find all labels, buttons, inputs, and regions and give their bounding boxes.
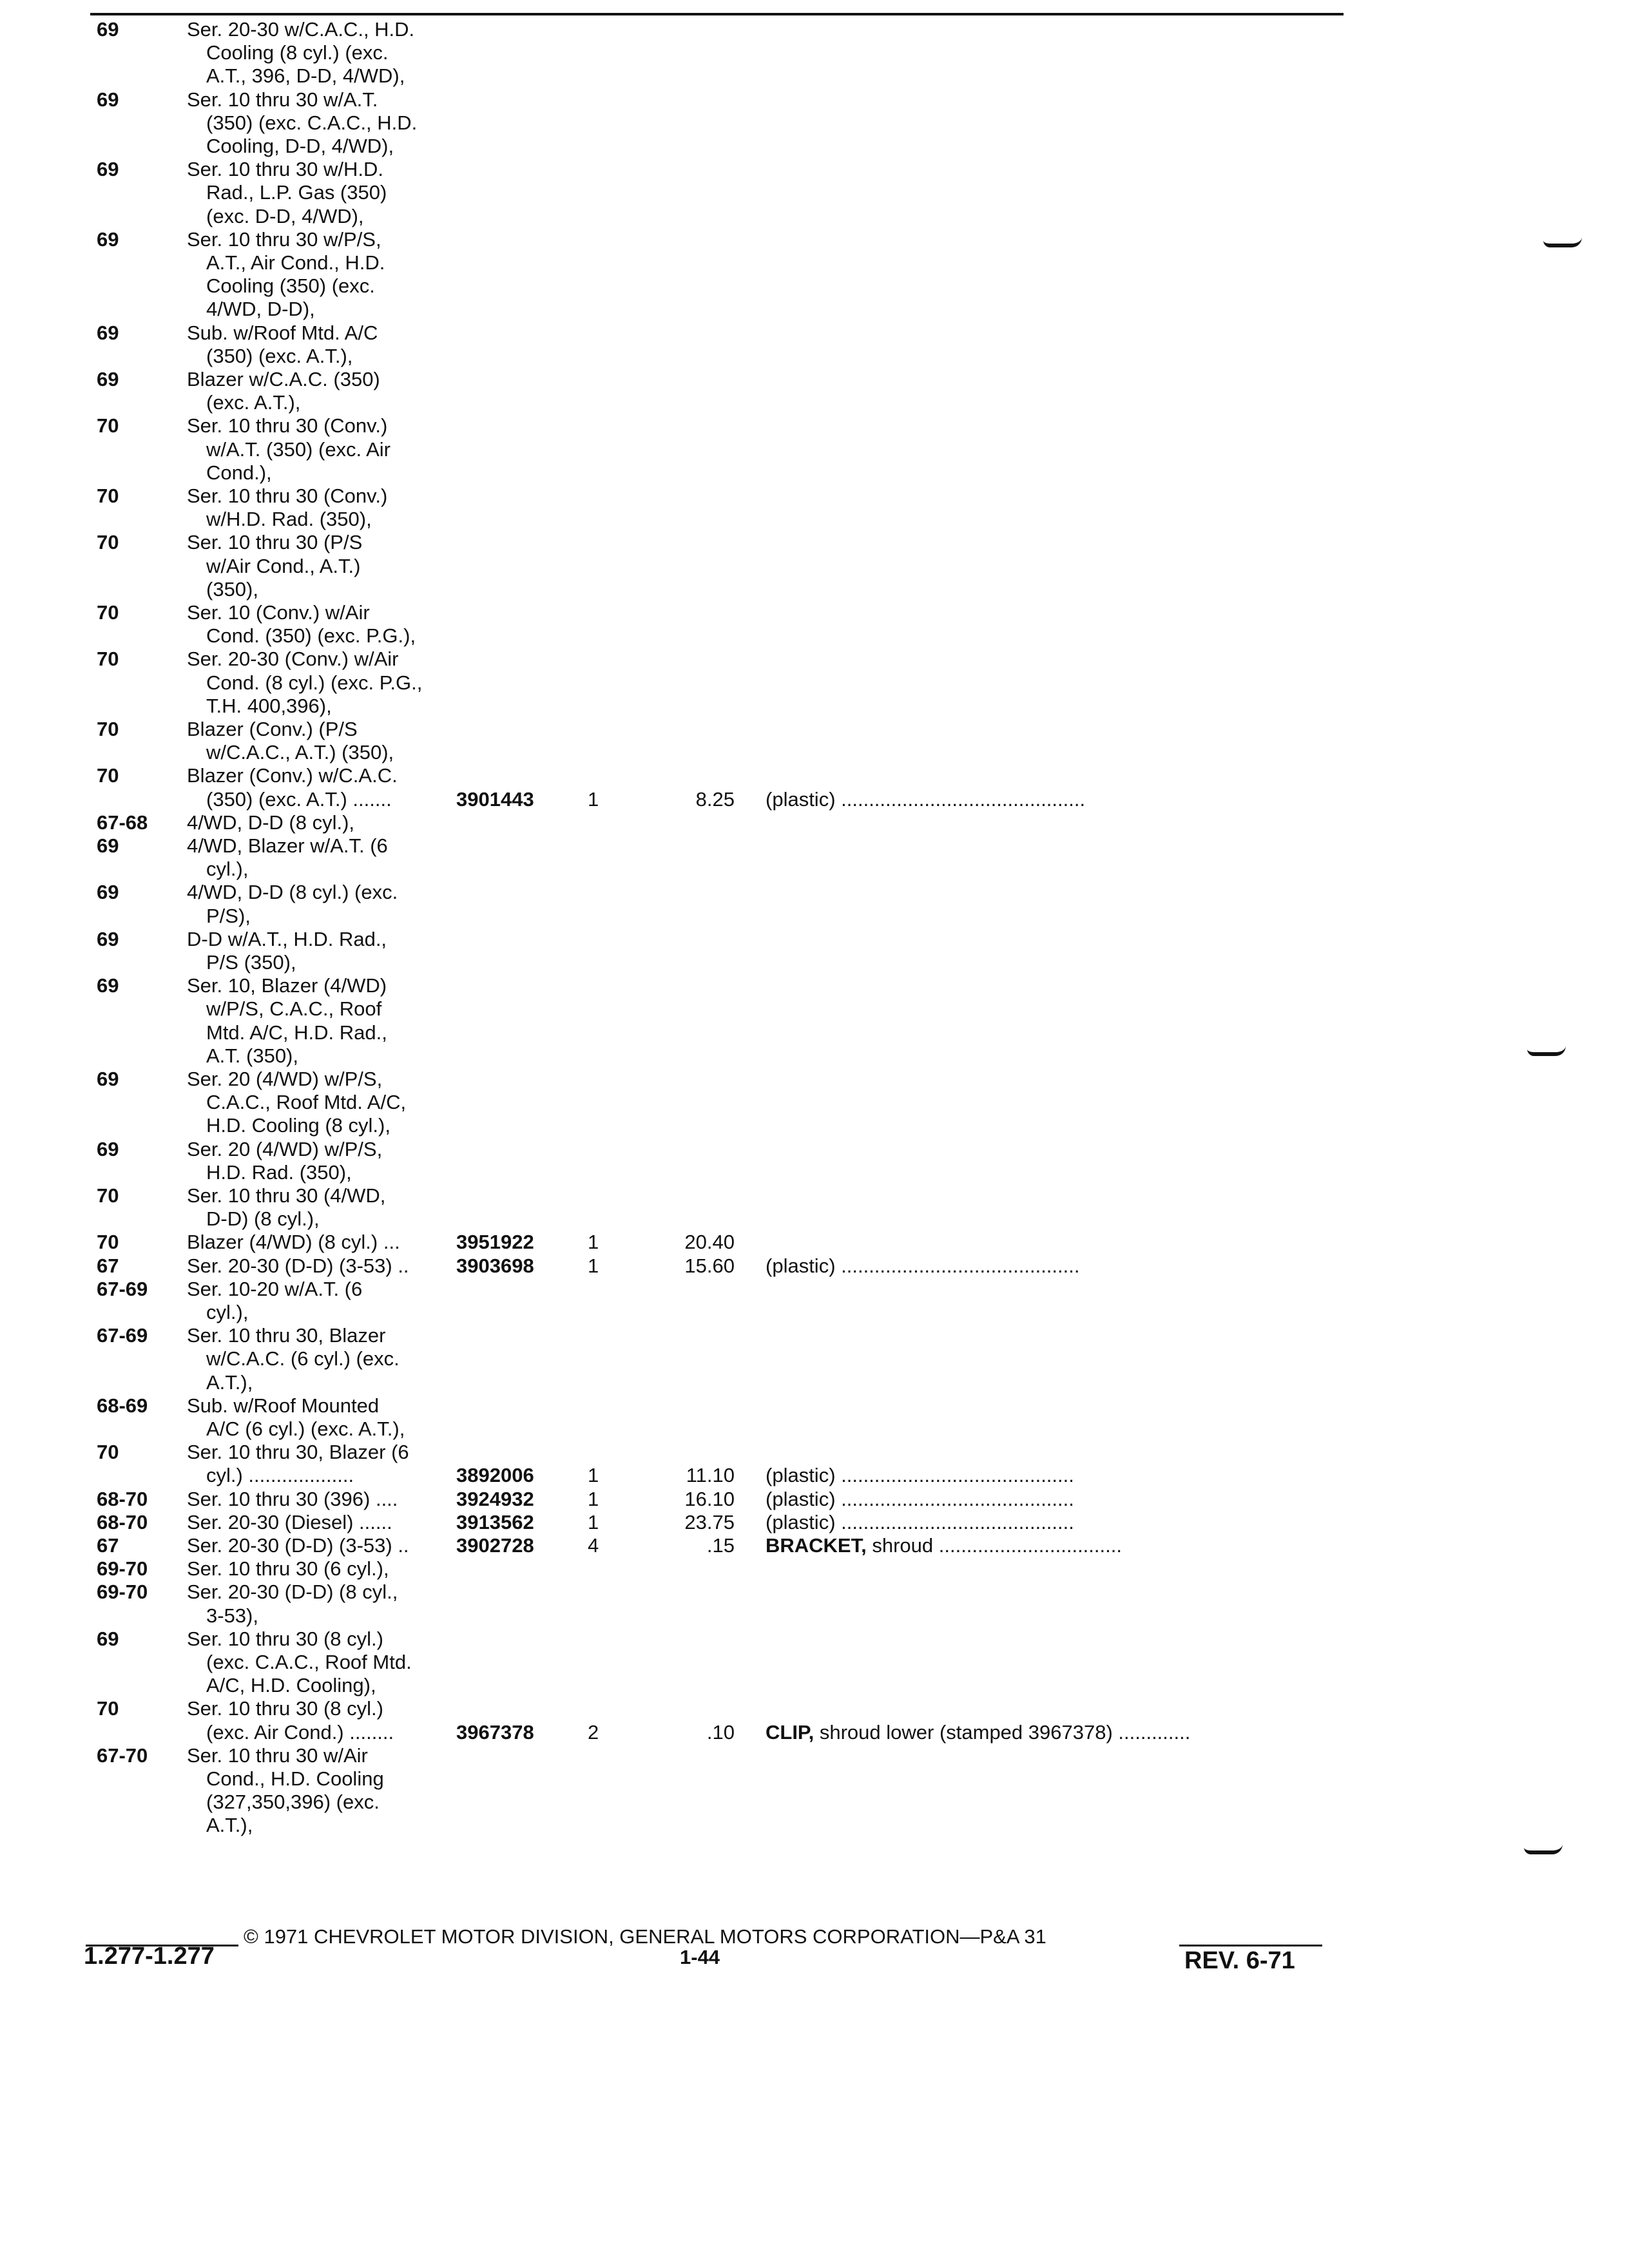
application-desc: (exc. A.T.),	[206, 391, 301, 414]
table-row	[0, 1278, 1629, 1303]
application-desc: A.T.),	[206, 1814, 253, 1837]
application-desc: Ser. 10 thru 30 w/H.D.	[187, 158, 383, 181]
model-year: 70	[97, 718, 119, 740]
model-year: 69	[97, 881, 119, 904]
price: .15	[706, 1534, 735, 1557]
table-row	[0, 1581, 1629, 1606]
table-row	[0, 1161, 1629, 1187]
application-desc: Blazer w/C.A.C. (350)	[187, 368, 380, 390]
table-row	[0, 508, 1629, 533]
model-year: 67-70	[97, 1744, 148, 1767]
model-year: 70	[97, 764, 119, 787]
table-row	[0, 1324, 1629, 1350]
application-desc: (350),	[206, 577, 258, 601]
table-row	[0, 1604, 1629, 1630]
application-desc: (350) (exc. A.T.) .......	[206, 787, 392, 811]
table-row	[0, 368, 1629, 394]
application-desc: (350) (exc. A.T.),	[206, 344, 353, 367]
quantity: 1	[588, 787, 599, 811]
application-desc: w/C.A.C. (6 cyl.) (exc.	[206, 1347, 400, 1370]
part-name	[766, 1464, 1074, 1487]
part-name	[766, 1721, 1190, 1744]
model-year: 69	[97, 1068, 119, 1090]
price: 11.10	[686, 1464, 735, 1487]
table-row	[0, 1418, 1629, 1443]
table-row	[0, 1464, 1629, 1490]
model-year: 69	[97, 368, 119, 390]
model-year: 70	[97, 414, 119, 437]
part-name	[766, 1254, 1079, 1278]
table-row	[0, 1697, 1629, 1723]
quantity: 2	[588, 1720, 599, 1744]
price: 16.10	[684, 1487, 735, 1510]
model-year: 67-69	[97, 1324, 148, 1347]
model-year: 69	[97, 834, 119, 857]
application-desc: A.T. (350),	[206, 1044, 298, 1067]
application-desc: Ser. 10 thru 30, Blazer	[187, 1324, 386, 1347]
table-row	[0, 1651, 1629, 1677]
application-desc: Cooling (8 cyl.) (exc.	[206, 41, 389, 64]
model-year: 70	[97, 1697, 119, 1720]
application-desc: Ser. 20 (4/WD) w/P/S,	[187, 1137, 383, 1160]
table-row	[0, 345, 1629, 370]
part-name-text: (plastic) ...........................................	[766, 1254, 1080, 1277]
application-desc: 3-53),	[206, 1604, 258, 1627]
table-row	[0, 1394, 1629, 1420]
model-year: 69	[97, 18, 119, 41]
table-row	[0, 788, 1629, 814]
table-row	[0, 461, 1629, 487]
table-row	[0, 834, 1629, 860]
part-name-text: (plastic) ..........................................	[766, 1464, 1074, 1487]
table-row	[0, 1207, 1629, 1233]
table-row	[0, 1114, 1629, 1140]
application-desc: Ser. 10 thru 30 w/A.T.	[187, 88, 378, 111]
application-desc: A/C, H.D. Cooling),	[206, 1674, 376, 1697]
table-row	[0, 1184, 1629, 1210]
table-row	[0, 1488, 1629, 1514]
part-number: 3892006	[456, 1464, 534, 1487]
application-desc: A.T.),	[206, 1370, 253, 1394]
table-row	[0, 1674, 1629, 1700]
application-desc: Blazer (4/WD) (8 cyl.) ...	[187, 1231, 400, 1254]
application-desc: Ser. 20 (4/WD) w/P/S,	[187, 1068, 383, 1090]
part-name-bold: BRACKET,	[766, 1534, 867, 1557]
application-desc: w/C.A.C., A.T.) (350),	[206, 741, 394, 764]
table-row	[0, 811, 1629, 837]
table-row	[0, 1068, 1629, 1093]
table-row	[0, 695, 1629, 720]
model-year: 69	[97, 227, 119, 251]
model-year: 69	[97, 1627, 119, 1650]
table-row	[0, 1534, 1629, 1560]
application-desc: Sub. w/Roof Mtd. A/C	[187, 321, 378, 344]
quantity: 1	[588, 1487, 599, 1510]
model-year: 70	[97, 531, 119, 554]
part-name	[766, 1488, 1074, 1511]
part-name-text: shroud .................................	[866, 1534, 1122, 1557]
model-year: 67-68	[97, 811, 148, 834]
table-row	[0, 1301, 1629, 1327]
table-row	[0, 624, 1629, 650]
table-row	[0, 322, 1629, 347]
model-year: 70	[97, 485, 119, 507]
application-desc: (exc. C.A.C., Roof Mtd.	[206, 1651, 412, 1673]
table-row	[0, 1511, 1629, 1537]
application-desc: Ser. 20-30 (D-D) (8 cyl.,	[187, 1581, 398, 1604]
application-desc: 4/WD, D-D (8 cyl.) (exc.	[187, 881, 398, 904]
application-desc: Mtd. A/C, H.D. Rad.,	[206, 1021, 387, 1044]
table-row	[0, 1721, 1629, 1747]
model-year: 69	[97, 974, 119, 997]
application-desc: Blazer (Conv.) (P/S	[187, 718, 358, 740]
application-desc: (exc. D-D, 4/WD),	[206, 204, 364, 227]
table-row	[0, 1138, 1629, 1164]
table-row	[0, 1814, 1629, 1840]
table-row	[0, 1791, 1629, 1816]
part-name-text: (plastic) ..........................................	[766, 1487, 1074, 1510]
application-desc: A.T., Air Cond., H.D.	[206, 251, 385, 274]
application-desc: P/S),	[206, 904, 251, 927]
table-row	[0, 64, 1629, 90]
application-desc: H.D. Cooling (8 cyl.),	[206, 1114, 390, 1137]
application-desc: A.T., 396, D-D, 4/WD),	[206, 64, 405, 88]
table-row	[0, 181, 1629, 207]
table-row	[0, 1231, 1629, 1256]
quantity: 1	[588, 1231, 599, 1254]
table-row	[0, 671, 1629, 697]
table-row	[0, 111, 1629, 137]
table-row	[0, 391, 1629, 417]
table-row	[0, 974, 1629, 1000]
table-row	[0, 601, 1629, 627]
application-desc: Cond. (8 cyl.) (exc. P.G.,	[206, 671, 423, 694]
model-year: 68-70	[97, 1487, 148, 1510]
table-row	[0, 228, 1629, 254]
application-desc: Ser. 10-20 w/A.T. (6	[187, 1277, 363, 1300]
model-year: 67	[97, 1534, 119, 1557]
table-row	[0, 438, 1629, 464]
application-desc: Ser. 20-30 (D-D) (3-53) ..	[187, 1534, 409, 1557]
application-desc: Ser. 10 thru 30 (396) ....	[187, 1487, 398, 1510]
model-year: 67-69	[97, 1277, 148, 1300]
model-year: 69	[97, 321, 119, 344]
application-desc: Blazer (Conv.) w/C.A.C.	[187, 764, 398, 787]
application-desc: cyl.),	[206, 858, 249, 881]
price: 20.40	[684, 1231, 735, 1254]
application-desc: D-D w/A.T., H.D. Rad.,	[187, 927, 387, 950]
application-desc: Ser. 20-30 w/C.A.C., H.D.	[187, 18, 415, 41]
top-rule	[90, 13, 1344, 15]
price: .10	[706, 1720, 735, 1744]
price: 8.25	[695, 787, 735, 811]
model-year: 69	[97, 927, 119, 950]
application-desc: D-D) (8 cyl.),	[206, 1207, 320, 1231]
application-desc: Cooling (350) (exc.	[206, 274, 375, 298]
footer-code: 1.277-1.277	[84, 1943, 215, 1970]
part-name	[766, 1511, 1074, 1534]
table-row	[0, 1091, 1629, 1117]
model-year: 69	[97, 88, 119, 111]
table-row	[0, 1557, 1629, 1583]
application-desc: Ser. 10 thru 30 (P/S	[187, 531, 363, 554]
part-number: 3913562	[456, 1510, 534, 1533]
application-desc: T.H. 400,396),	[206, 694, 332, 717]
application-desc: w/A.T. (350) (exc. Air	[206, 437, 390, 461]
scan-mark	[1527, 1046, 1566, 1056]
table-row	[0, 741, 1629, 767]
application-desc: 4/WD, D-D (8 cyl.),	[187, 811, 355, 834]
application-desc: (exc. Air Cond.) ........	[206, 1720, 394, 1744]
table-row	[0, 1441, 1629, 1466]
part-number: 3901443	[456, 787, 534, 811]
part-name	[766, 1534, 1122, 1557]
part-number: 3902728	[456, 1534, 534, 1557]
price: 23.75	[684, 1510, 735, 1533]
application-desc: Ser. 10 (Conv.) w/Air	[187, 601, 370, 624]
application-desc: Ser. 20-30 (Conv.) w/Air	[187, 648, 399, 671]
table-row	[0, 1044, 1629, 1070]
application-desc: w/H.D. Rad. (350),	[206, 508, 372, 531]
scan-mark	[1524, 1844, 1563, 1854]
table-row	[0, 205, 1629, 231]
application-desc: C.A.C., Roof Mtd. A/C,	[206, 1091, 407, 1114]
table-row	[0, 1628, 1629, 1653]
table-row	[0, 951, 1629, 977]
model-year: 70	[97, 648, 119, 671]
application-desc: Cond. (350) (exc. P.G.),	[206, 624, 416, 648]
table-row	[0, 274, 1629, 300]
part-name-text: (plastic) ............................................	[766, 787, 1086, 811]
application-desc: Ser. 10 thru 30 (8 cyl.)	[187, 1627, 383, 1650]
application-desc: 4/WD, Blazer w/A.T. (6	[187, 834, 388, 857]
application-desc: 4/WD, D-D),	[206, 298, 315, 321]
model-year: 68-70	[97, 1510, 148, 1533]
table-row	[0, 578, 1629, 604]
footer-rule-right	[1179, 1945, 1322, 1946]
table-row	[0, 298, 1629, 323]
quantity: 1	[588, 1254, 599, 1277]
part-number: 3924932	[456, 1487, 534, 1510]
part-number: 3951922	[456, 1231, 534, 1254]
revision-label: REV. 6-71	[1184, 1947, 1295, 1974]
table-row	[0, 1347, 1629, 1373]
application-desc: H.D. Rad. (350),	[206, 1160, 352, 1184]
table-row	[0, 858, 1629, 883]
application-desc: w/P/S, C.A.C., Roof	[206, 997, 382, 1021]
model-year: 70	[97, 601, 119, 624]
application-desc: Cooling, D-D, 4/WD),	[206, 135, 394, 157]
application-desc: Ser. 10 thru 30 w/Air	[187, 1744, 368, 1767]
table-row	[0, 764, 1629, 790]
part-name-text: (plastic) ..........................................	[766, 1510, 1074, 1533]
application-desc: Ser. 10 thru 30 (8 cyl.)	[187, 1697, 383, 1720]
quantity: 4	[588, 1534, 599, 1557]
model-year: 69-70	[97, 1581, 148, 1604]
footer-copyright: © 1971 CHEVROLET MOTOR DIVISION, GENERAL MOTORS CORPORATION—P&A 31	[244, 1925, 1046, 1948]
table-row	[0, 485, 1629, 510]
table-row	[0, 1744, 1629, 1770]
part-name-text: shroud lower (stamped 3967378) .............	[814, 1720, 1191, 1744]
model-year: 70	[97, 1441, 119, 1464]
application-desc: Ser. 10 thru 30 (Conv.)	[187, 485, 388, 507]
table-row	[0, 251, 1629, 277]
application-desc: Ser. 10 thru 30 (Conv.)	[187, 414, 388, 437]
table-row	[0, 1254, 1629, 1280]
model-year: 70	[97, 1184, 119, 1207]
table-row	[0, 41, 1629, 67]
price: 15.60	[684, 1254, 735, 1277]
part-name	[766, 788, 1085, 811]
application-desc: Ser. 10, Blazer (4/WD)	[187, 974, 387, 997]
table-row	[0, 18, 1629, 44]
application-desc: Ser. 10 thru 30, Blazer (6	[187, 1441, 409, 1464]
quantity: 1	[588, 1510, 599, 1533]
application-desc: (327,350,396) (exc.	[206, 1791, 380, 1814]
table-row	[0, 1371, 1629, 1397]
application-desc: P/S (350),	[206, 951, 296, 974]
table-row	[0, 1767, 1629, 1793]
page-number: 1-44	[680, 1946, 720, 1968]
application-desc: A/C (6 cyl.) (exc. A.T.),	[206, 1418, 405, 1440]
application-desc: Ser. 10 thru 30 (6 cyl.),	[187, 1557, 389, 1581]
application-desc: Rad., L.P. Gas (350)	[206, 181, 387, 204]
table-row	[0, 414, 1629, 440]
table-row	[0, 135, 1629, 160]
table-row	[0, 997, 1629, 1023]
table-row	[0, 88, 1629, 114]
model-year: 69	[97, 158, 119, 181]
part-number: 3903698	[456, 1254, 534, 1277]
table-row	[0, 531, 1629, 557]
application-desc: Cond., H.D. Cooling	[206, 1767, 384, 1790]
table-row	[0, 158, 1629, 184]
part-number: 3967378	[456, 1720, 534, 1744]
table-row	[0, 905, 1629, 930]
application-desc: Sub. w/Roof Mounted	[187, 1394, 380, 1417]
application-desc: Ser. 20-30 (D-D) (3-53) ..	[187, 1254, 409, 1277]
application-desc: (350) (exc. C.A.C., H.D.	[206, 111, 418, 134]
table-row	[0, 555, 1629, 581]
table-row	[0, 718, 1629, 744]
application-desc: Ser. 20-30 (Diesel) ......	[187, 1510, 392, 1533]
scan-mark	[1543, 237, 1582, 247]
table-row	[0, 881, 1629, 907]
application-desc: cyl.),	[206, 1301, 249, 1323]
table-row	[0, 648, 1629, 673]
quantity: 1	[588, 1464, 599, 1487]
table-row	[0, 928, 1629, 954]
application-desc: Cond.),	[206, 461, 272, 484]
application-desc: cyl.) ...................	[206, 1464, 354, 1487]
model-year: 70	[97, 1231, 119, 1254]
model-year: 69	[97, 1137, 119, 1160]
model-year: 68-69	[97, 1394, 148, 1417]
model-year: 67	[97, 1254, 119, 1277]
application-desc: w/Air Cond., A.T.)	[206, 554, 361, 577]
model-year: 69-70	[97, 1557, 148, 1581]
application-desc: Ser. 10 thru 30 w/P/S,	[187, 227, 381, 251]
table-row	[0, 1021, 1629, 1047]
part-name-bold: CLIP,	[766, 1720, 815, 1744]
application-desc: Ser. 10 thru 30 (4/WD,	[187, 1184, 386, 1207]
